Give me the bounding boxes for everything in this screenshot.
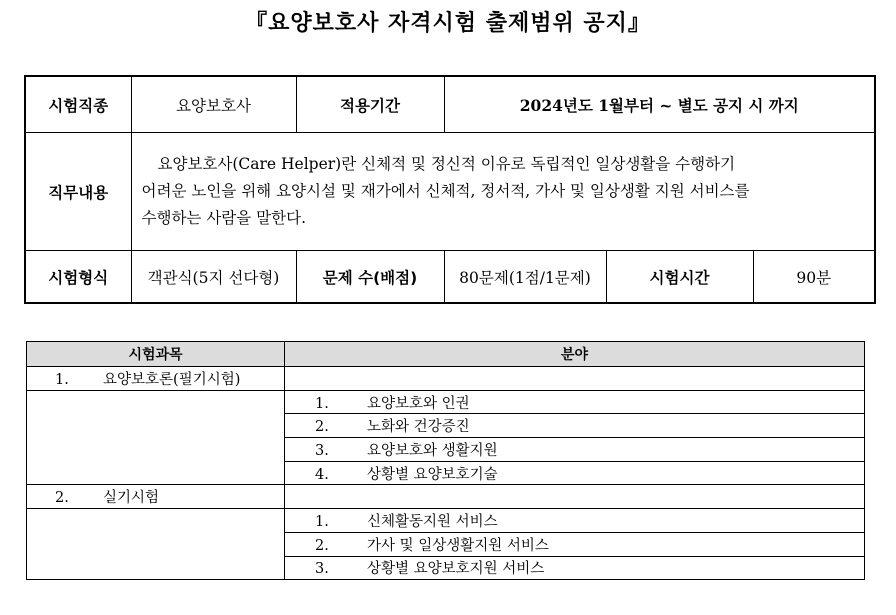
table-row	[27, 485, 865, 509]
subject-header: 시험과목	[27, 342, 285, 367]
table-row	[27, 509, 865, 533]
time-label: 시험시간	[606, 251, 753, 304]
table-row	[27, 367, 865, 391]
duty-label: 직무내용	[25, 133, 131, 251]
duty-line-2: 어려운 노인을 위해 요양시설 및 재가에서 신체적, 정서적, 가사 및 일상생활 지원 서비스를	[141, 182, 750, 200]
exam-type-label: 시험직종	[25, 76, 131, 133]
time-value: 90분	[753, 251, 875, 304]
duty-description	[131, 133, 875, 251]
field-item: 1. 요양보호와 인권	[285, 390, 865, 414]
duty-line-1: 요양보호사(Care Helper)란 신체적 및 정신적 이유로 독립적인 일상생활을 수행하기	[157, 155, 736, 173]
subject-number: 1.	[55, 371, 69, 388]
subject-label: 실기시험	[103, 490, 160, 507]
field-header: 분야	[285, 342, 865, 367]
period-label: 적용기간	[296, 76, 444, 133]
subject-number: 2.	[55, 490, 69, 507]
table-row	[27, 390, 865, 414]
exam-type-value: 요양보호사	[131, 76, 296, 133]
format-value: 객관식(5지 선다형)	[131, 251, 296, 304]
subject-label: 요양보호론(필기시험)	[103, 371, 241, 388]
format-label: 시험형식	[25, 251, 131, 304]
field-item: 2. 노화와 건강증진	[285, 414, 865, 438]
questions-label: 문제 수(배점)	[296, 251, 444, 304]
field-item: 1. 신체활동지원 서비스	[285, 509, 865, 533]
field-item: 2. 가사 및 일상생활지원 서비스	[285, 532, 865, 556]
subject-name	[27, 485, 285, 509]
field-item: 4. 상황별 요양보호기술	[285, 461, 865, 485]
period-value: 2024년도 1월부터 ~ 별도 공지 시 까지	[444, 76, 875, 133]
field-item: 3. 상황별 요양보호지원 서비스	[285, 556, 865, 580]
subject-name	[27, 367, 285, 391]
page-title: 『요양보호사 자격시험 출제범위 공지』	[245, 11, 651, 36]
exam-info-table	[24, 75, 876, 304]
field-item: 3. 요양보호와 생활지원	[285, 438, 865, 462]
questions-value: 80문제(1점/1문제)	[444, 251, 606, 304]
subjects-table	[26, 341, 865, 580]
duty-line-3: 수행하는 사람을 말한다.	[141, 209, 307, 227]
